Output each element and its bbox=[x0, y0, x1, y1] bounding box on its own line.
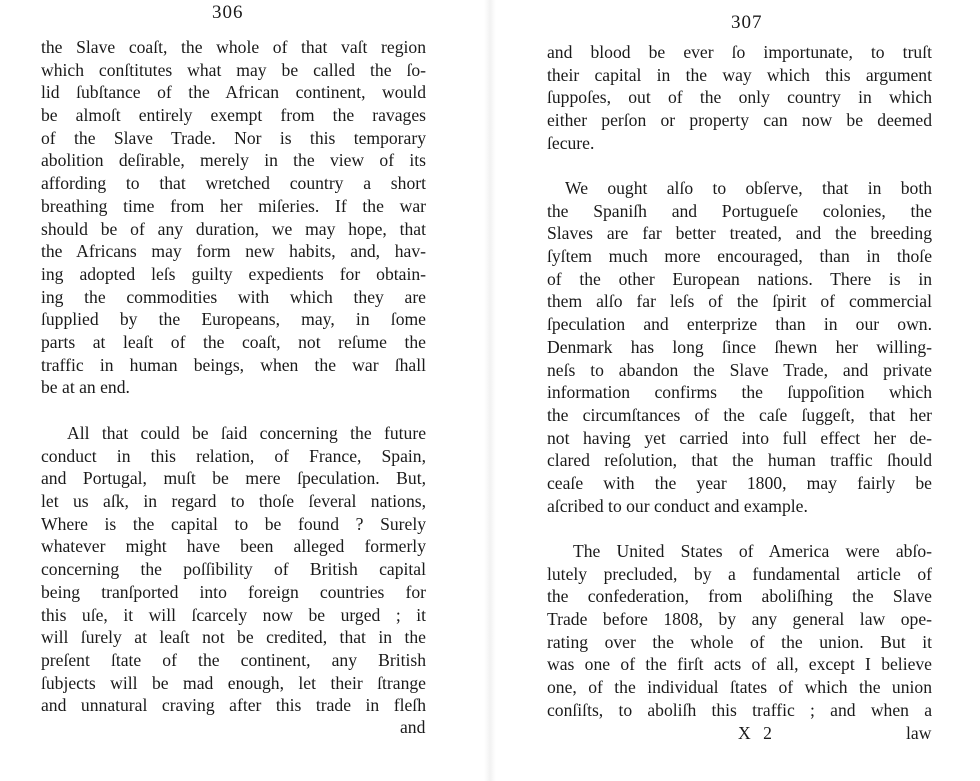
text-line: preſent ſtate of the continent, any British bbox=[41, 649, 426, 670]
text-line: should be of any duration, we may hope, that bbox=[41, 218, 426, 239]
text-line: this uſe, it will ſcarcely now be urged ; it bbox=[41, 604, 426, 625]
signature-mark: X 2 bbox=[738, 723, 776, 743]
text-line: conduct in this relation, of France, Spain, bbox=[41, 445, 426, 466]
paragraph bbox=[41, 36, 426, 399]
text-line: them alſo far leſs of the ſpirit of commercial bbox=[547, 291, 932, 312]
page-number: 307 bbox=[731, 12, 763, 33]
text-line: information confirms the ſuppoſition which bbox=[547, 382, 932, 403]
text-line: We ought alſo to obſerve, that in both bbox=[565, 178, 932, 198]
text-line: abolition deſirable, merely in the view of its bbox=[41, 150, 426, 171]
text-line: will ſurely at leaſt not be credited, that in the bbox=[41, 627, 426, 648]
text-line: and Portugal, muſt be mere ſpeculation. But, bbox=[41, 468, 426, 489]
text-line: one, of the individual ſtates of which the union bbox=[547, 677, 932, 698]
text-line: breathing time from her miſeries. If the war bbox=[41, 195, 426, 216]
text-line: whatever might have been alleged formerly bbox=[41, 536, 426, 557]
page-number: 306 bbox=[212, 2, 244, 23]
text-line: which conſtitutes what may be called the ſo- bbox=[41, 59, 426, 80]
text-line: the confederation, from aboliſhing the Slave bbox=[547, 586, 932, 607]
paragraph bbox=[547, 540, 932, 722]
text-line: Slaves are far better treated, and the breeding bbox=[547, 223, 932, 244]
text-line: be at an end. bbox=[41, 377, 130, 398]
text-line: ing adopted leſs guilty expedients for obtain- bbox=[41, 263, 426, 284]
text-line: The United States of America were abſo- bbox=[573, 541, 932, 561]
text-line: All that could be ſaid concerning the future bbox=[67, 423, 426, 443]
text-line: either perſon or property can now be deemed bbox=[547, 110, 932, 131]
text-line: not having yet carried into full effect her de- bbox=[547, 427, 932, 448]
text-line: and unnatural craving after this trade in fleſh bbox=[41, 695, 426, 716]
text-line: Trade before 1808, by any general law ope- bbox=[547, 609, 932, 630]
text-line: the Slave coaſt, the whole of that vaſt region bbox=[41, 37, 426, 57]
catchword: and bbox=[400, 717, 426, 737]
text-line: of the Slave Trade. Nor is this temporary bbox=[41, 127, 426, 148]
text-line: lutely precluded, by a fundamental article of bbox=[547, 563, 932, 584]
text-line: parts at leaſt of the coaſt, not reſume the bbox=[41, 331, 426, 352]
text-line: Where is the capital to be found ? Surely bbox=[41, 513, 426, 534]
text-line: clared reſolution, that the human traffic ſhould bbox=[547, 450, 932, 471]
text-line: Denmark has long ſince ſhewn her willing- bbox=[547, 336, 932, 357]
text-line: ſecure. bbox=[547, 132, 595, 153]
text-line: neſs to abandon the Slave Trade, and private bbox=[547, 359, 932, 380]
catchword: law bbox=[906, 723, 932, 743]
text-line: ſupplied by the Europeans, may, in ſome bbox=[41, 309, 426, 330]
text-line: and blood be ever ſo importunate, to truſt bbox=[547, 42, 932, 62]
text-line: ſpeculation and enterprize than in our own. bbox=[547, 314, 932, 335]
text-line: concerning the poſſibility of British capital bbox=[41, 559, 426, 580]
paragraph bbox=[547, 41, 932, 154]
right-page bbox=[495, 0, 980, 781]
text-line: of the other European nations. There is in bbox=[547, 268, 932, 289]
text-line: lid ſubſtance of the African continent, would bbox=[41, 82, 426, 103]
text-line: the circumſtances of the caſe ſuggeſt, that her bbox=[547, 404, 932, 425]
text-line: being tranſported into foreign countries for bbox=[41, 581, 426, 602]
text-line: ſuppoſes, out of the only country in which bbox=[547, 87, 932, 108]
text-line: the Spaniſh and Portugueſe colonies, the bbox=[547, 200, 932, 221]
text-line: ing the commodities with which they are bbox=[41, 286, 426, 307]
text-line: ſubjects will be mad enough, let their ſtrange bbox=[41, 672, 426, 693]
text-line: ſyſtem much more encouraged, than in thoſe bbox=[547, 246, 932, 267]
text-line: let us aſk, in regard to thoſe ſeveral nations, bbox=[41, 491, 426, 512]
text-line: affording to that wretched country a short bbox=[41, 173, 426, 194]
text-line: rating over the whole of the union. But it bbox=[547, 631, 932, 652]
text-line: their capital in the way which this argument bbox=[547, 64, 932, 85]
text-line: was one of the firſt acts of all, except I believe bbox=[547, 654, 932, 675]
paragraph bbox=[41, 422, 426, 717]
text-line: ceaſe with the year 1800, may fairly be bbox=[547, 472, 932, 493]
text-line: the Africans may form new habits, and, hav- bbox=[41, 241, 426, 262]
text-line: aſcribed to our conduct and example. bbox=[547, 495, 808, 516]
paragraph bbox=[547, 177, 932, 517]
text-line: conſiſts, to aboliſh this traffic ; and when a bbox=[547, 699, 932, 720]
text-line: traffic in human beings, when the war ſhall bbox=[41, 354, 426, 375]
text-line: be almoſt entirely exempt from the ravages bbox=[41, 105, 426, 126]
left-page bbox=[0, 0, 485, 781]
